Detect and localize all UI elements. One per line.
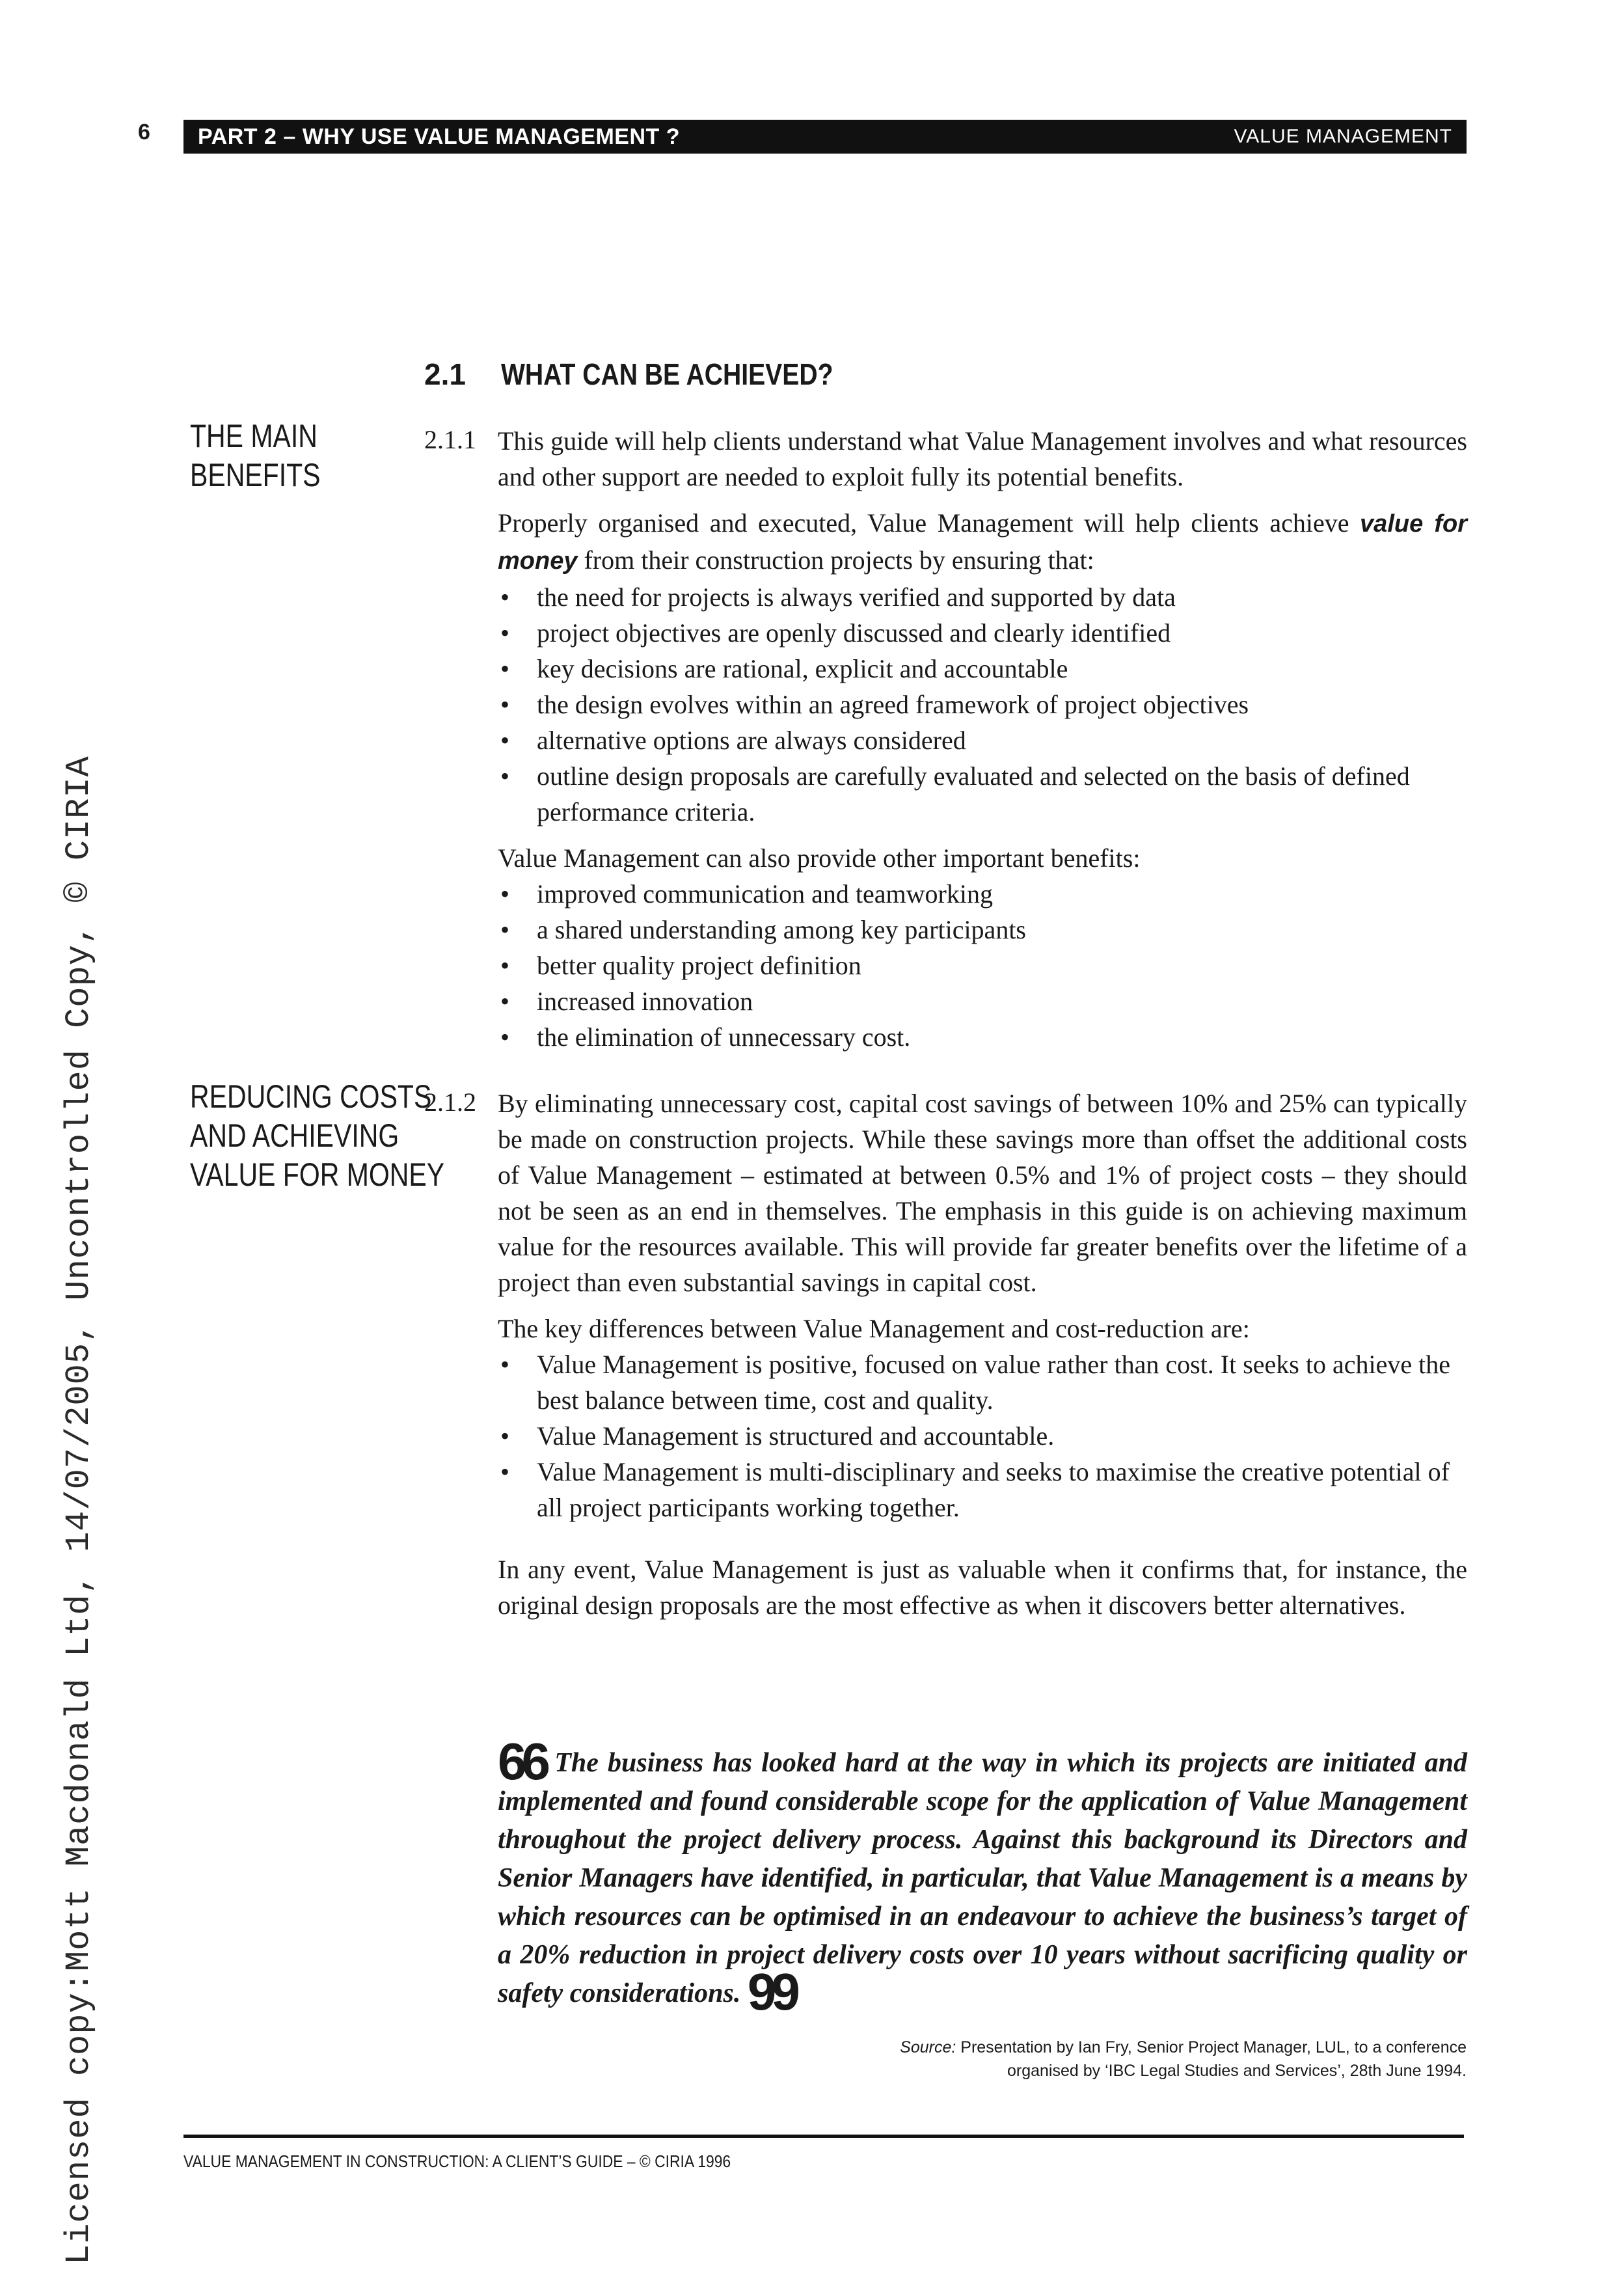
side-heading-line: AND ACHIEVING (190, 1117, 399, 1154)
list-item: • the design evolves within an agreed framework of project objectives (498, 687, 1467, 722)
paragraph-number-2-1-2: 2.1.2 (424, 1087, 476, 1117)
paragraph-number-2-1-1: 2.1.1 (424, 425, 476, 454)
pull-quote (498, 1732, 1468, 2021)
list-item: • alternative options are always considered (498, 722, 1467, 758)
header-running-title: VALUE MANAGEMENT (1234, 126, 1452, 147)
list-item: • the need for projects is always verified and supported by data (498, 579, 1467, 615)
source-text: Presentation by Ian Fry, Senior Project Manager, LUL, to a conference (960, 2038, 1467, 2056)
paragraph: Value Management can also provide other important benefits: (498, 843, 1141, 873)
other-benefits-list (498, 876, 1467, 1055)
list-item: • project objectives are openly discussed and clearly identified (498, 615, 1467, 651)
footer-text: VALUE MANAGEMENT IN CONSTRUCTION: A CLIENT’S GUIDE – © CIRIA 1996 (183, 2151, 731, 2171)
section-title: WHAT CAN BE ACHIEVED? (501, 357, 833, 391)
text-run: from their construction projects by ensuring that: (584, 545, 1094, 575)
side-heading-line: VALUE FOR MONEY (190, 1156, 445, 1193)
paragraph (498, 505, 1467, 579)
list-item: • better quality project definition (498, 948, 1467, 983)
list-item: • a shared understanding among key participants (498, 912, 1467, 948)
side-heading-line: THE MAIN (190, 418, 318, 454)
list-item: • key decisions are rational, explicit and accountable (498, 651, 1467, 687)
source-line: organised by ‘IBC Legal Studies and Services’, 28th June 1994. (1007, 2062, 1467, 2080)
side-heading-main-benefits (190, 416, 320, 495)
list-item: • outline design proposals are carefully evaluated and selected on the basis of defined performance criteria. (498, 758, 1467, 830)
text-run: Properly organised and executed, Value Management will help clients achieve (498, 508, 1349, 538)
block1-body (498, 423, 1467, 1065)
side-heading-line: BENEFITS (190, 457, 321, 493)
differences-list (498, 1346, 1467, 1525)
list-item: • Value Management is structured and accountable. (498, 1418, 1467, 1454)
section-number: 2.1 (424, 357, 466, 391)
side-heading-line: REDUCING COSTS (190, 1078, 432, 1115)
block2-body (498, 1086, 1467, 1633)
source-line (900, 2036, 1467, 2059)
page-number: 6 (138, 120, 150, 144)
list-item: • improved communication and teamworking (498, 876, 1467, 912)
quote-source (900, 2036, 1467, 2082)
list-item: • Value Management is multi-disciplinary and seeks to maximise the creative potential of all project participants working together. (498, 1454, 1467, 1525)
source-label: Source: (900, 2038, 956, 2056)
paragraph: The key differences between Value Management and cost-reduction are: (498, 1314, 1250, 1343)
open-quote-mark: 66 (498, 1732, 545, 1790)
close-quote-mark: 99 (747, 1963, 795, 2021)
side-heading-reducing-costs (190, 1077, 444, 1194)
paragraph: By eliminating unnecessary cost, capital cost savings of between 10% and 25% can typically be made on construction projects. While these savings more than offset the additional costs of Value Management – estimated at between 0.5% and 1% of project costs – they should not be seen as an end in themselves. The emphasis in this guide is on achieving maximum value for the resources available. This will provide far greater benefits over the lifetime of a project than even substantial savings in capital cost. (498, 1089, 1467, 1297)
benefits-list (498, 579, 1467, 830)
list-item: • increased innovation (498, 983, 1467, 1019)
paragraph: In any event, Value Management is just as valuable when it confirms that, for instance, the original design proposals are the most effective as when it discovers better alternatives. (498, 1555, 1467, 1620)
header-section-label: PART 2 – WHY USE VALUE MANAGEMENT ? (198, 124, 680, 149)
paragraph: This guide will help clients understand what Value Management involves and what resources and other support are needed to exploit fully its potential benefits. (498, 426, 1467, 491)
list-item: • the elimination of unnecessary cost. (498, 1019, 1467, 1055)
license-watermark: Licensed copy:Mott Macdonald Ltd, 14/07/2005, Uncontrolled Copy, © CIRIA (60, 756, 98, 2265)
list-item: • Value Management is positive, focused on value rather than cost. It seeks to achieve the best balance between time, cost and quality. (498, 1346, 1467, 1418)
header-bar (183, 120, 1467, 154)
emphasis-value-for-money: value for money (498, 510, 1468, 575)
quote-text: The business has looked hard at the way in which its projects are initiated and implemented and found considerable scope for the application of Value Management throughout the project delivery process. Against this background its Directors and Senior Managers have identified, in particular, that Value Management is a means by which resources can be optimised in an endeavour to achieve the business’s target of a 20% reduction in project delivery costs over 10 years without sacrificing quality or safety considerations. (498, 1748, 1468, 2008)
footer-rule (183, 2135, 1464, 2138)
